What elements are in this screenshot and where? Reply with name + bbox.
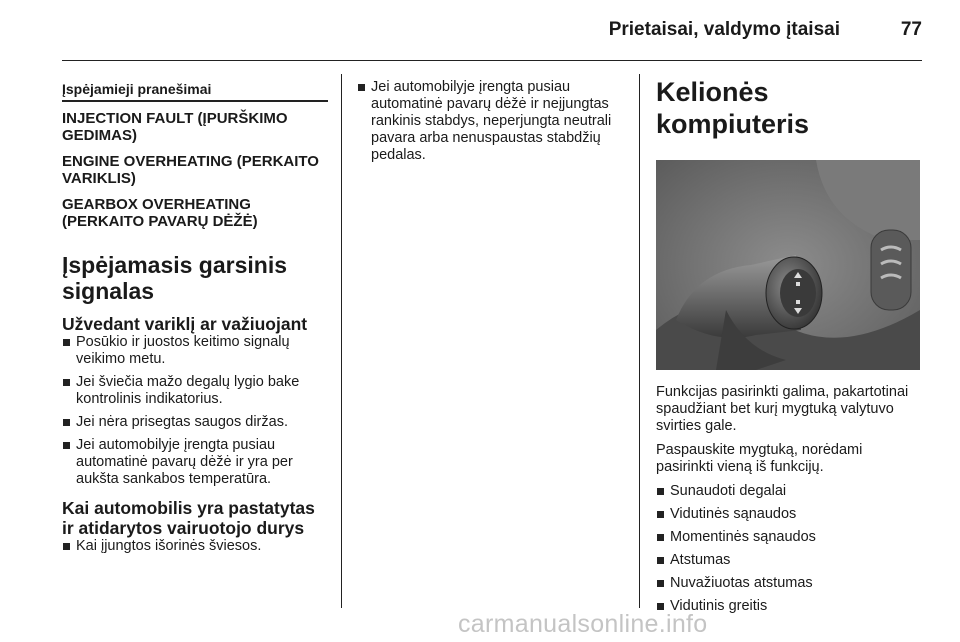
- warning-message: ENGINE OVERHEATING (PERKAITO VARIKLIS): [62, 153, 319, 187]
- list-item: Vidutinės sąnaudos: [656, 506, 920, 523]
- wiper-lever-illustration: [656, 160, 920, 370]
- subheading-parked: Kai automobilis yra pastatytas ir atidarytos vairuotojo durys: [62, 498, 315, 538]
- parked-list: [62, 538, 328, 555]
- column-left: [62, 81, 328, 561]
- paragraph: Funkcijas pasirinkti galima, pakartotinai spaudžiant bet kurį mygtuką valytuvo svirties gale.: [656, 384, 909, 434]
- header-rule: [62, 60, 922, 61]
- list-item: Jei automobilyje įrengta pusiau automatinė pavarų dėžė ir neįjungtas rankinis stabdys, neperjungta neutrali pavara arba nenuspaustas stabdžių pedalas.: [357, 79, 615, 164]
- section-heading: Įspėjamieji pranešimai: [62, 81, 328, 102]
- column-right: [656, 76, 920, 621]
- column-divider-2: [639, 74, 640, 608]
- page-number: 77: [900, 19, 922, 40]
- list-item: Posūkio ir juostos keitimo signalų veikimo metu.: [62, 334, 328, 368]
- list-item: Sunaudoti degalai: [656, 483, 920, 500]
- wiper-lever-photo: [656, 160, 920, 370]
- page-header-title: Prietaisai, valdymo įtaisai: [608, 19, 840, 40]
- list-item: Vidutinis greitis: [656, 598, 920, 615]
- list-item: Jei šviečia mažo degalų lygio bake kontrolinis indikatorius.: [62, 374, 328, 408]
- list-item: Nuvažiuotas atstumas: [656, 575, 920, 592]
- paragraph: Paspauskite mygtuką, norėdami pasirinkti vieną iš funkcijų.: [656, 442, 863, 475]
- list-item: Jei nėra prisegtas saugos diržas.: [62, 414, 328, 431]
- functions-list: [656, 483, 920, 615]
- driving-list: [62, 334, 328, 488]
- subheading-driving: Užvedant variklį ar važiuojant: [62, 314, 308, 334]
- column-middle: [357, 79, 615, 170]
- signal-heading: Įspėjamasis garsinis signalas: [62, 252, 288, 304]
- column-divider-1: [341, 74, 342, 608]
- list-item: Momentinės sąnaudos: [656, 529, 920, 546]
- list-item: Kai įjungtos išorinės šviesos.: [62, 538, 328, 555]
- list-item: Atstumas: [656, 552, 920, 569]
- trip-computer-heading: Kelionės kompiuteris: [656, 77, 810, 139]
- warning-message: GEARBOX OVERHEATING (PERKAITO PAVARŲ DĖŽĖ): [62, 196, 258, 230]
- gearbox-list: [357, 79, 615, 164]
- list-item: Jei automobilyje įrengta pusiau automatinė pavarų dėžė ir yra per aukšta sankabos temperatūra.: [62, 437, 328, 488]
- watermark: carmanualsonline.info: [458, 610, 708, 638]
- warning-message: INJECTION FAULT (ĮPURŠKIMO GEDIMAS): [62, 110, 288, 144]
